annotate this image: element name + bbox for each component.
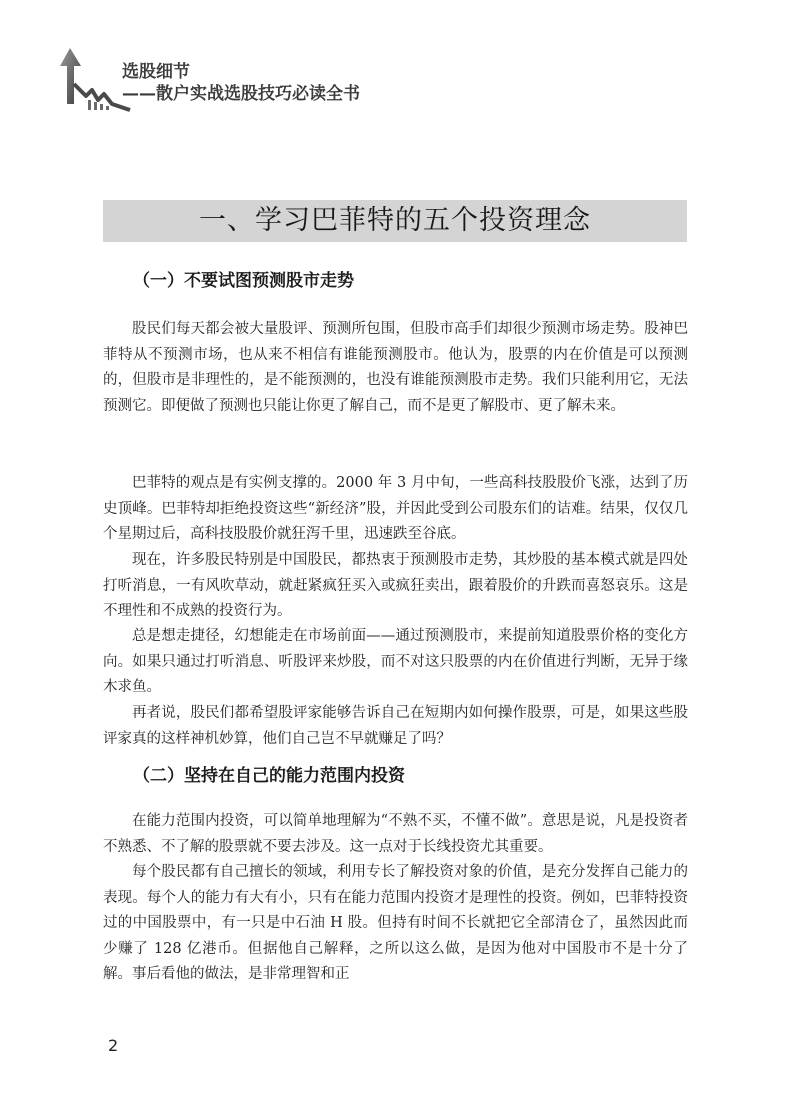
paragraph-1-2: 巴菲特的观点是有实例支撑的。2000 年 3 月中旬，一些高科技股股价飞涨，达到了历史顶峰。巴菲特却拒绝投资这些“新经济”股，并因此受到公司股东们的诘难。结果，仅仅几个星期过后，高科技股股价就狂泻千里，迅速跌至谷底。 bbox=[103, 475, 688, 543]
section-title-1: （一）不要试图预测股市走势 bbox=[133, 271, 354, 291]
paragraph-2-1: 在能力范围内投资，可以简单地理解为“不熟不买，不懂不做”。意思是说，凡是投资者不熟悉、不了解的股票就不要去涉及。这一点对于长线投资尤其重要。 bbox=[103, 813, 688, 855]
page-number: 2 bbox=[108, 1036, 119, 1055]
section-title-2: （二）坚持在自己的能力范围内投资 bbox=[133, 766, 405, 786]
paragraph-1-4: 总是想走捷径，幻想能走在市场前面——通过预测股市，来提前知道股票价格的变化方向。如果只通过打听消息、听股评来炒股，而不对这只股票的内在价值进行判断，无异于缘木求鱼。 bbox=[103, 628, 688, 696]
paragraph-1-1: 股民们每天都会被大量股评、预测所包围，但股市高手们却很少预测市场走势。股神巴菲特从不预测市场，也从来不相信有谁能预测股市。他认为，股票的内在价值是可以预测的，但股市是非理性的，是不能预测的，也没有谁能预测股市走势。我们只能利用它，无法预测它。即便做了预测也只能让你更了解自己，而不是更了解股市、更了解未来。 bbox=[103, 321, 688, 414]
paragraph-1-5: 再者说，股民们都希望股评家能够告诉自己在短期内如何操作股票，可是，如果这些股评家真的这样神机妙算，他们自己岂不早就赚足了吗？ bbox=[103, 705, 688, 747]
page-header bbox=[0, 0, 790, 120]
book-title: 选股细节 bbox=[122, 62, 190, 82]
paragraph-1-3: 现在，许多股民特别是中国股民，都热衷于预测股市走势，其炒股的基本模式就是四处打听消息，一有风吹草动，就赶紧疯狂买入或疯狂卖出，跟着股价的升跌而喜怒哀乐。这是不理性和不成熟的投资行为。 bbox=[103, 552, 688, 620]
paragraph-2-2: 每个股民都有自己擅长的领域，利用专长了解投资对象的价值，是充分发挥自己能力的表现。每个人的能力有大有小，只有在能力范围内投资才是理性的投资。例如，巴菲特投资过的中国股票中，有一只是中石油 H 股。但持有时间不长就把它全部清仓了，虽然因此而少赚了 128 亿港币。但据他自己解释，之所以这么做，是因为他对中国股市不是十分了解。事后看他的做法，是非常理智和正 bbox=[103, 864, 688, 983]
book-subtitle: ——散户实战选股技巧必读全书 bbox=[122, 84, 360, 104]
chapter-title: 一、学习巴菲特的五个投资理念 bbox=[199, 205, 591, 236]
